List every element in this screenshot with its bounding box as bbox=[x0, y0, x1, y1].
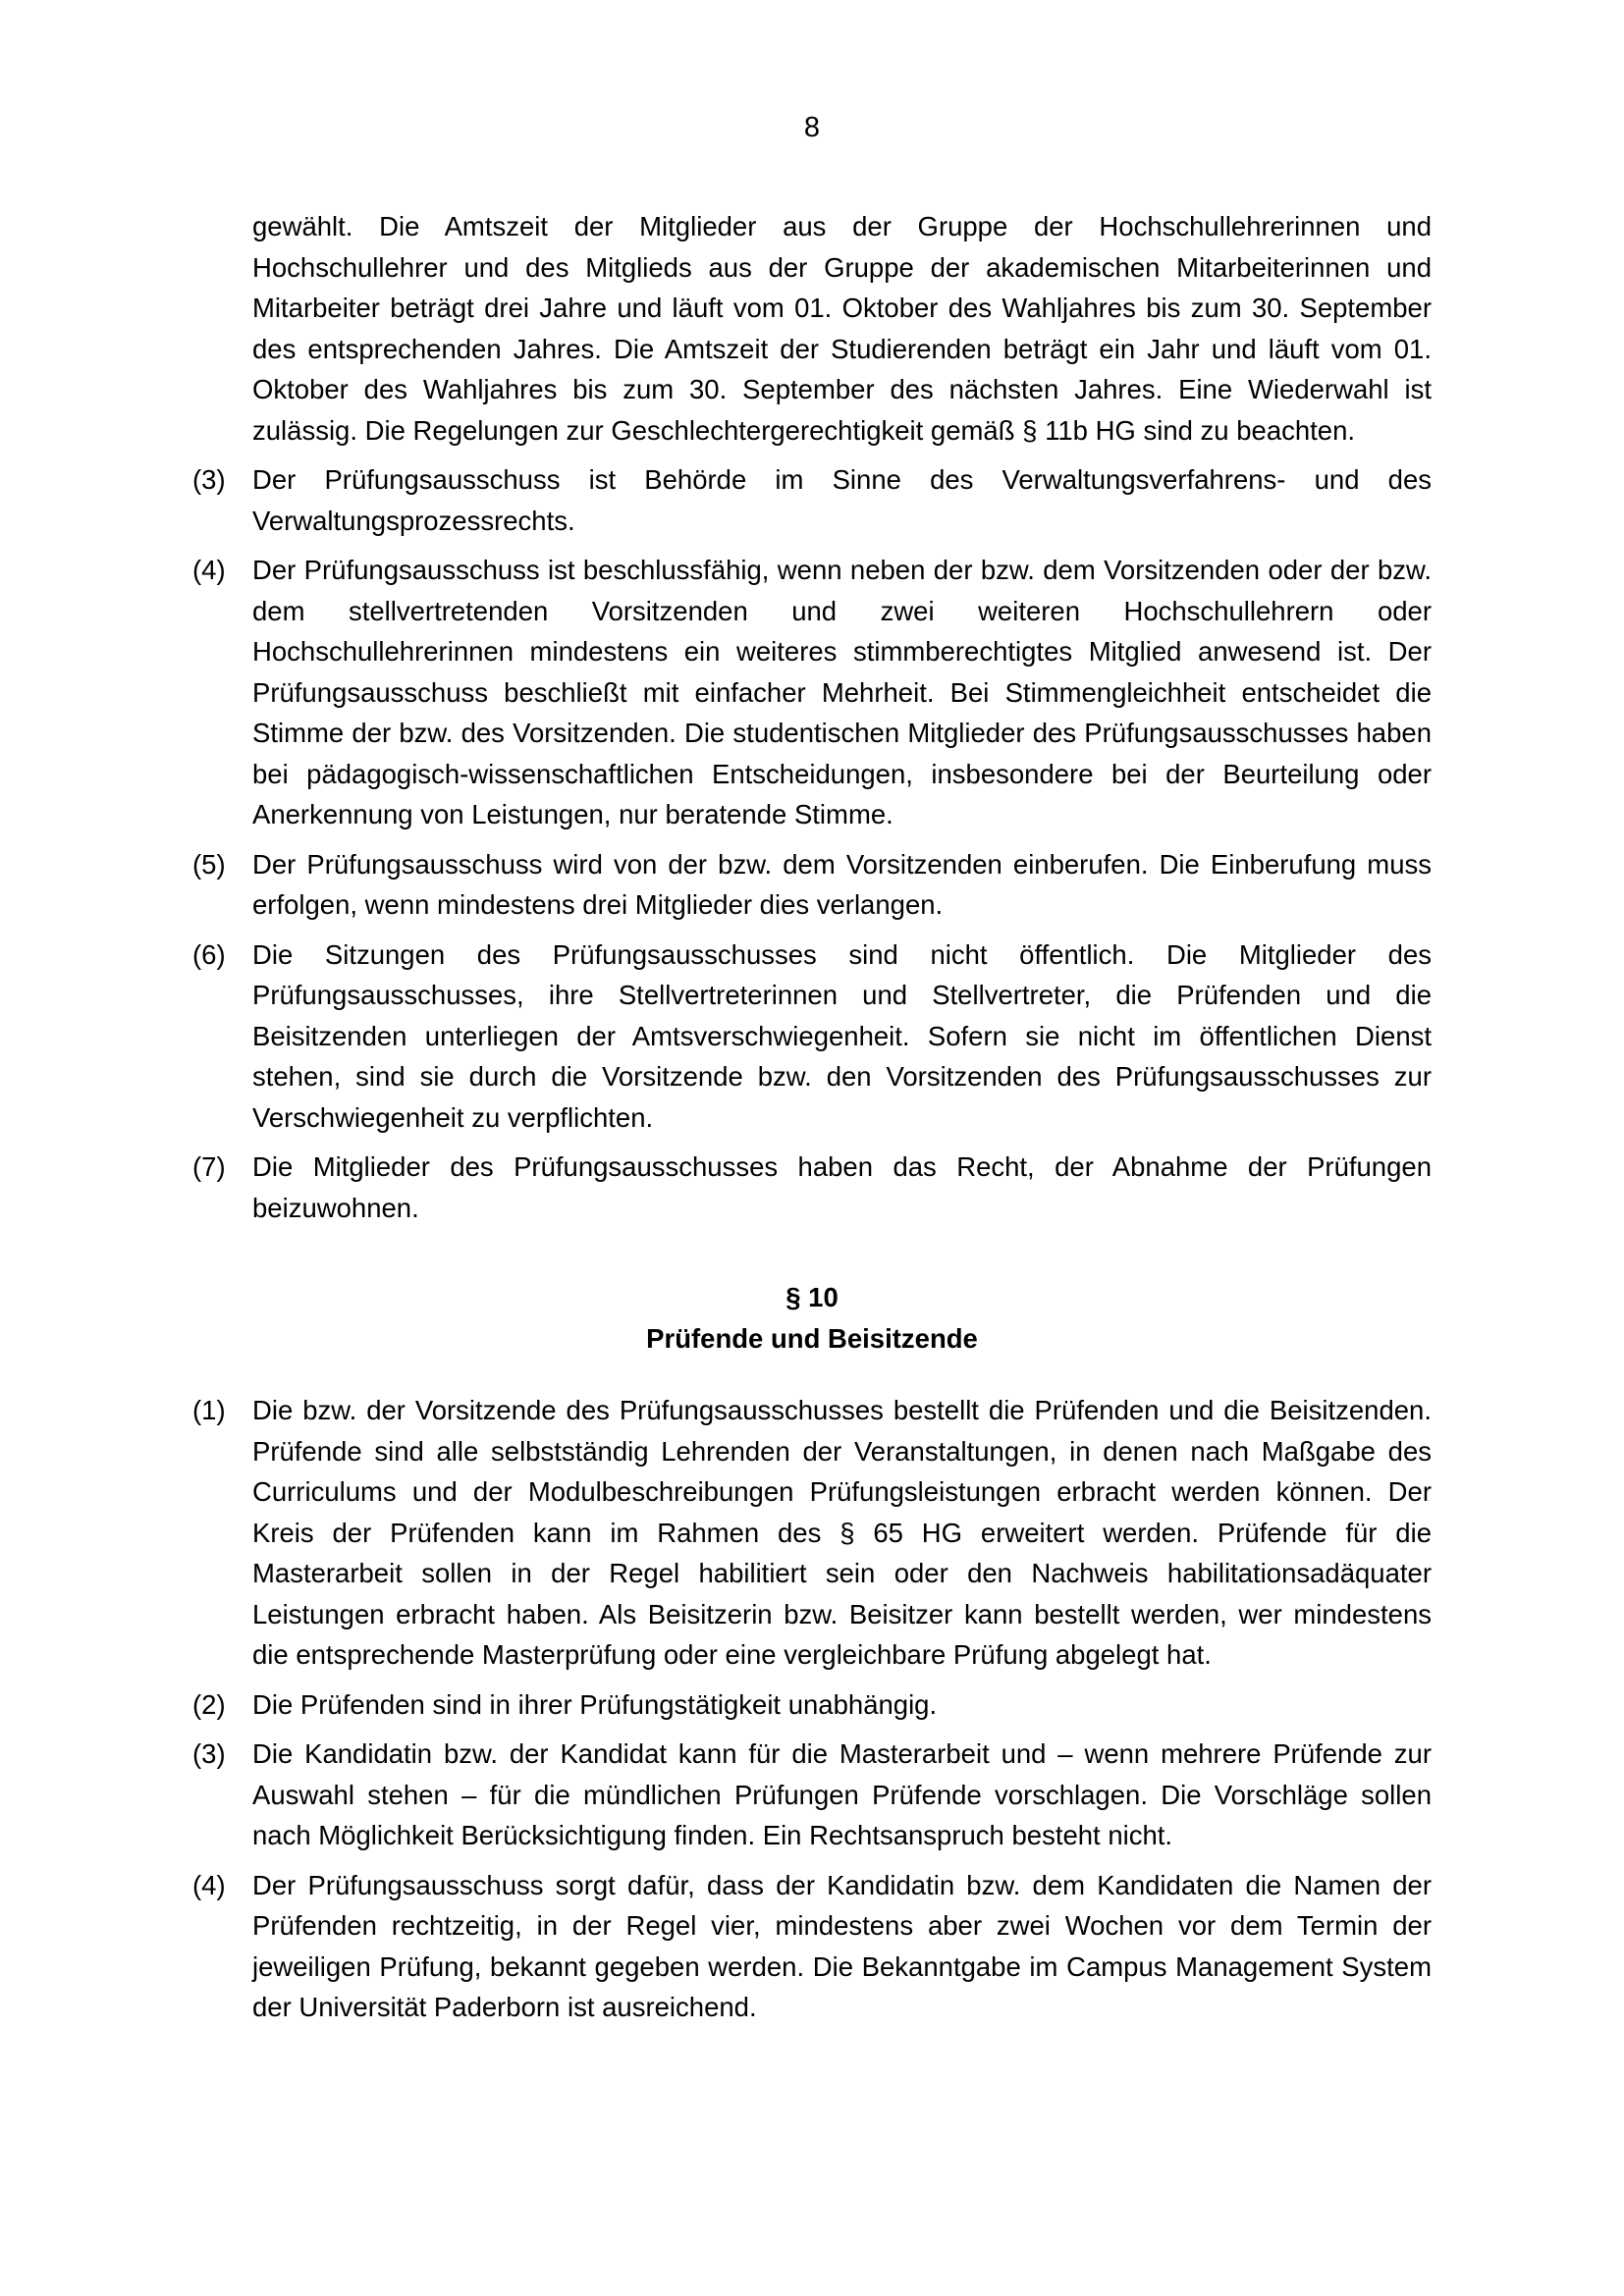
paragraph-text: Der Prüfungsausschuss ist beschlussfähig, wenn neben der bzw. dem Vorsitzenden oder der bzw. dem stellvertretenden Vorsitzenden und zwei weiteren Hochschullehrern oder Hochschullehrerinnen mindestens ein weiteres stimmberechtigtes Mitglied anwesend ist. Der Prüfungsausschuss beschließt mit einfacher Mehrheit. Bei Stimmengleichheit entscheidet die Stimme der bzw. des Vorsitzenden. Die studentischen Mitglieder des Prüfungsausschusses haben bei pädagogisch-wissenschaftlichen Entscheidungen, insbesondere bei der Beurteilung oder Anerkennung von Leistungen, nur beratende Stimme. bbox=[252, 555, 1432, 829]
paragraph-number: (3) bbox=[192, 1738, 226, 1769]
continuation-paragraph: gewählt. Die Amtszeit der Mitglieder aus der Gruppe der Hochschullehrerinnen und Hochschullehrer und des Mitglieds aus der Gruppe der akademischen Mitarbeiterinnen und Mitarbeiter beträgt drei Jahre und läuft vom 01. Oktober des Wahljahres bis zum 30. September des entsprechenden Jahres. Die Amtszeit der Studierenden beträgt ein Jahr und läuft vom 01. Oktober des Wahljahres bis zum 30. September des nächsten Jahres. Eine Wiederwahl ist zulässig. Die Regelungen zur Geschlechtergerechtigkeit gemäß § 11b HG sind zu beachten. bbox=[252, 211, 1432, 446]
section-number: § 10 bbox=[785, 1282, 839, 1312]
paragraph-text: Der Prüfungsausschuss ist Behörde im Sinne des Verwaltungsverfahrens- und des Verwaltungsprozessrechts. bbox=[252, 464, 1432, 536]
paragraph-9-7 bbox=[192, 1147, 1432, 1228]
paragraph-10-4 bbox=[192, 1865, 1432, 2028]
paragraph-text: Die Sitzungen des Prüfungsausschusses sind nicht öffentlich. Die Mitglieder des Prüfungsausschusses, ihre Stellvertreterinnen und Stellvertreter, die Prüfenden und die Beisitzenden unterliegen der Amtsverschwiegenheit. Sofern sie nicht im öffentlichen Dienst stehen, sind sie durch die Vorsitzende bzw. den Vorsitzenden des Prüfungsausschusses zur Verschwiegenheit zu verpflichten. bbox=[252, 938, 1432, 1133]
paragraph-text: Die Kandidatin bzw. der Kandidat kann für die Masterarbeit und – wenn mehrere Prüfende zur Auswahl stehen – für die mündlichen Prüfungen Prüfende vorschlagen. Die Vorschläge sollen nach Möglichkeit Berücksichtigung finden. Ein Rechtsanspruch besteht nicht. bbox=[252, 1738, 1432, 1850]
paragraph-number: (4) bbox=[192, 555, 226, 585]
paragraph-number: (7) bbox=[192, 1151, 226, 1182]
paragraph-number: (5) bbox=[192, 848, 226, 880]
paragraph-text: Die Prüfenden sind in ihrer Prüfungstätigkeit unabhängig. bbox=[252, 1688, 938, 1720]
paragraph-9-6 bbox=[192, 934, 1432, 1139]
paragraph-9-4 bbox=[192, 550, 1432, 835]
paragraph-text: Der Prüfungsausschuss sorgt dafür, dass der Kandidatin bzw. dem Kandidaten die Namen der Prüfenden rechtzeitig, in der Regel vier, mindestens aber zwei Wochen vor dem Termin der jeweiligen Prüfung, bekannt gegeben werden. Die Bekanntgabe im Campus Management System der Universität Paderborn ist ausreichend. bbox=[252, 1869, 1432, 2022]
paragraph-text: Die Mitglieder des Prüfungsausschusses haben das Recht, der Abnahme der Prüfungen beizuwohnen. bbox=[252, 1151, 1432, 1223]
paragraph-9-3 bbox=[192, 459, 1432, 541]
section-heading bbox=[192, 1277, 1432, 1359]
paragraph-number: (3) bbox=[192, 464, 226, 495]
paragraph-number: (2) bbox=[192, 1688, 226, 1720]
paragraph-number: (1) bbox=[192, 1395, 226, 1425]
paragraph-10-3 bbox=[192, 1734, 1432, 1856]
page-number: 8 bbox=[803, 112, 821, 143]
paragraph-10-2 bbox=[192, 1684, 1432, 1726]
paragraph-number: (4) bbox=[192, 1869, 226, 1900]
paragraph-number: (6) bbox=[192, 938, 226, 970]
page-content bbox=[192, 206, 1432, 2037]
paragraph-10-1 bbox=[192, 1390, 1432, 1676]
section-title: Prüfende und Beisitzende bbox=[646, 1322, 978, 1354]
paragraph-text: Die bzw. der Vorsitzende des Prüfungsausschusses bestellt die Prüfenden und die Beisitzenden. Prüfende sind alle selbstständig Lehrenden der Veranstaltungen, in denen nach Maßgabe des Curriculums und der Modulbeschreibungen Prüfungsleistungen erbracht werden können. Der Kreis der Prüfenden kann im Rahmen des § 65 HG erweitert werden. Prüfende für die Masterarbeit sollen in der Regel habilitiert sein oder den Nachweis habilitationsadäquater Leistungen erbracht haben. Als Beisitzerin bzw. Beisitzer kann bestellt werden, wer mindestens die entsprechende Masterprüfung oder eine vergleichbare Prüfung abgelegt hat. bbox=[252, 1395, 1432, 1670]
paragraph-9-5 bbox=[192, 844, 1432, 926]
paragraph-text: Der Prüfungsausschuss wird von der bzw. dem Vorsitzenden einberufen. Die Einberufung muss erfolgen, wenn mindestens drei Mitglieder dies verlangen. bbox=[252, 848, 1432, 920]
